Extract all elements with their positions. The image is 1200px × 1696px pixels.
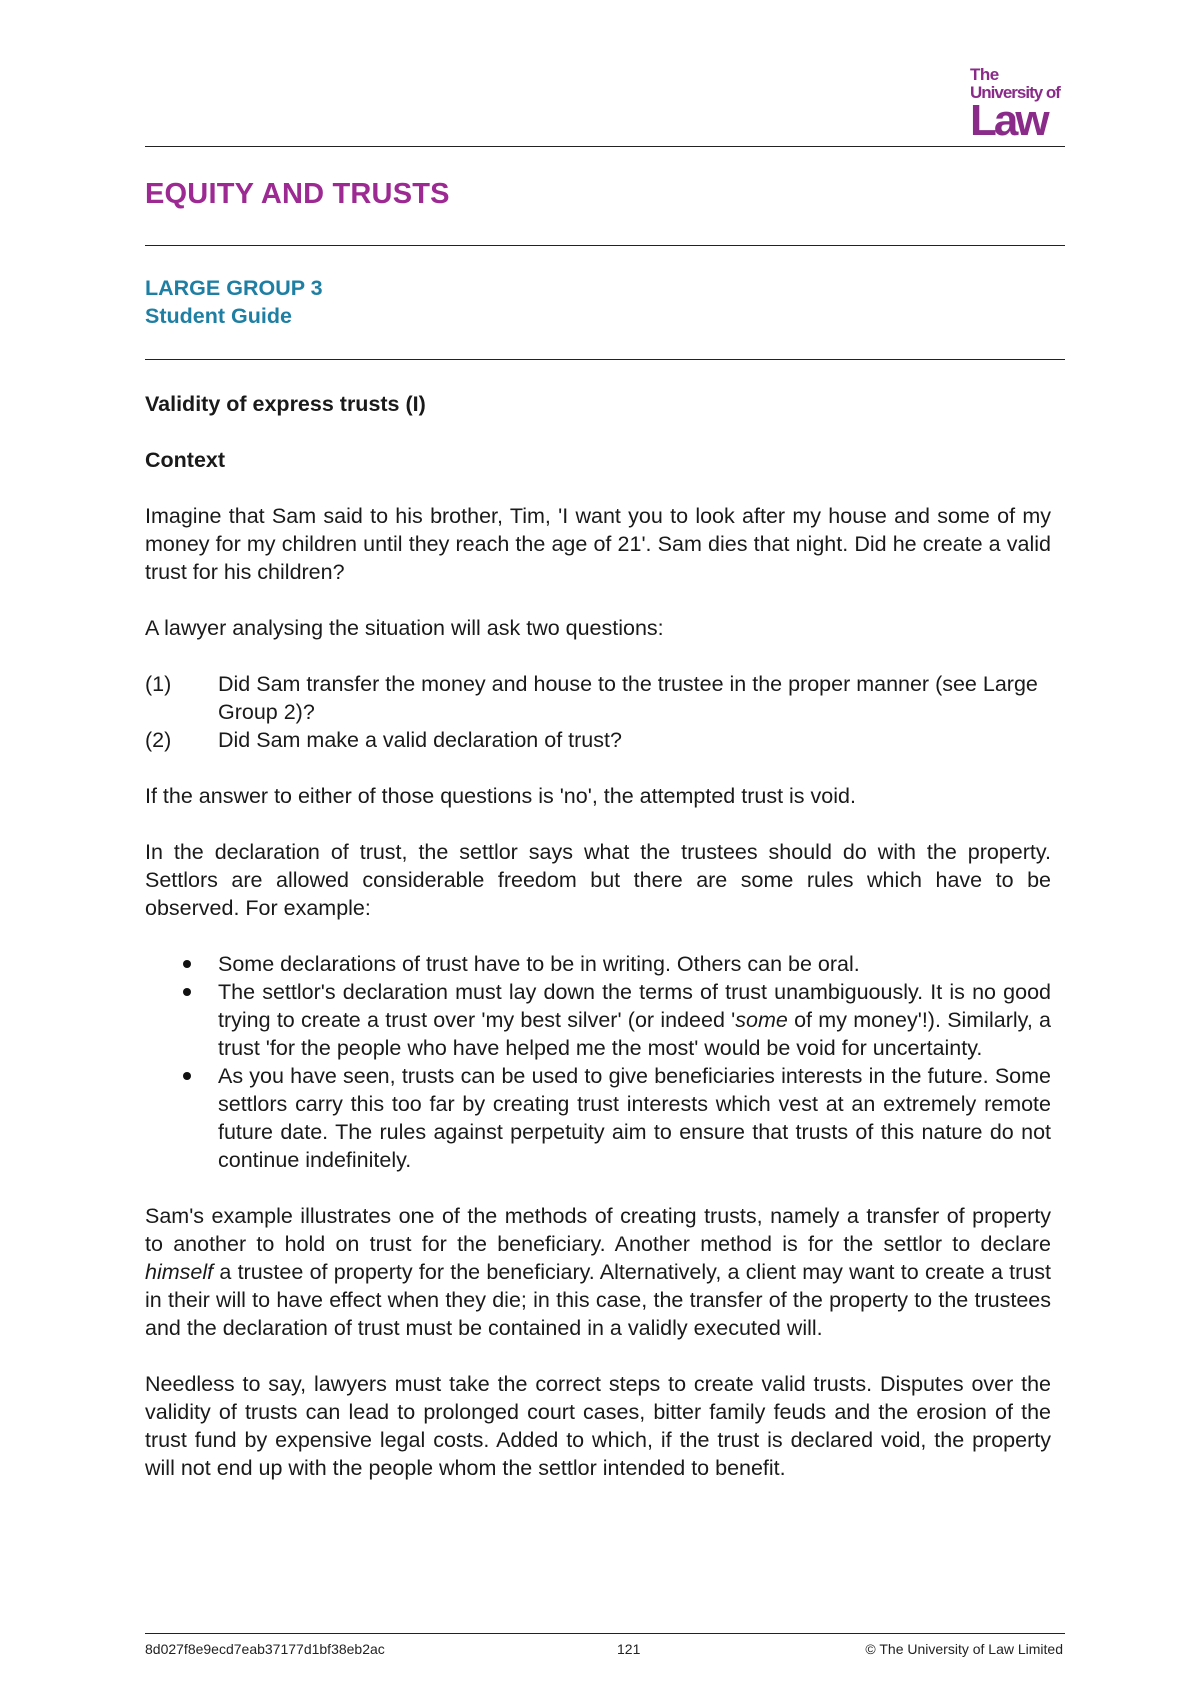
bullet-text-part: The settlor's declaration must lay down the terms of trust unambiguously. It is no good trying to create a trust over 'my best silver' (or indeed ' — [218, 980, 1051, 1032]
paragraph-1: Imagine that Sam said to his brother, Tim, 'I want you to look after my house and some of my money for my children until they reach the age of 21'. Sam dies that night. Did he create a valid trust for his children? — [145, 504, 1051, 584]
list-item — [145, 978, 1051, 1062]
header-divider-3 — [145, 359, 1065, 360]
footer-copyright: © The University of Law Limited — [865, 1641, 1063, 1657]
list-item — [145, 950, 1051, 978]
university-logo — [970, 66, 1070, 143]
paragraph-part: Sam's example illustrates one of the methods of creating trusts, namely a transfer of property to another to hold on trust for the beneficiary. Another method is for the settlor to declare — [145, 1204, 1051, 1256]
bullet-icon — [145, 978, 218, 1062]
context-heading: Context — [145, 448, 226, 472]
questions-list — [145, 670, 1051, 754]
logo-line-2: University of — [970, 83, 1060, 102]
footer-divider — [145, 1633, 1065, 1634]
bullet-text-part: of my money'!). Similarly, a trust 'for the people who have helped me the most' would be void for uncertainty. — [218, 1008, 1051, 1060]
bullet-text: As you have seen, trusts can be used to give beneficiaries interests in the future. Some settlors carry this too far by creating trust interests which vest at an extremely remote future date. The rules against perpetuity aim to ensure that trusts of this nature do not continue indefinitely. — [218, 1064, 1051, 1172]
guide-label: Student Guide — [145, 304, 292, 328]
header-divider-2 — [145, 245, 1065, 246]
list-number: (1) — [145, 672, 172, 696]
paragraph-5 — [145, 1202, 1051, 1342]
emphasis-text: himself — [145, 1260, 214, 1284]
paragraph-4: In the declaration of trust, the settlor says what the trustees should do with the property. Settlors are allowed considerable freedom but there are some rules which have to be observed. For example: — [145, 840, 1051, 920]
document-body — [145, 390, 1051, 1510]
paragraph-3: If the answer to either of those questions is 'no', the attempted trust is void. — [145, 784, 856, 808]
group-label: LARGE GROUP 3 — [145, 276, 323, 300]
bullet-icon — [145, 1062, 218, 1174]
logo-line-3: Law — [970, 96, 1047, 145]
emphasis-text: some — [735, 1008, 788, 1032]
list-text: Did Sam make a valid declaration of trust? — [218, 728, 622, 752]
paragraph-part: a trustee of property for the beneficiary. Alternatively, a client may want to create a trust in their will to have effect when they die; in this case, the transfer of the property to the trustees and the declaration of trust must be contained in a validly executed will. — [145, 1260, 1051, 1340]
footer-doc-id: 8d027f8e9ecd7eab37177d1bf38eb2ac — [145, 1641, 385, 1657]
list-item — [145, 670, 1051, 726]
header-divider-1 — [145, 146, 1065, 147]
bullet-text — [218, 978, 1051, 1062]
bullet-text: Some declarations of trust have to be in writing. Others can be oral. — [218, 952, 860, 976]
logo-line-1: The — [970, 65, 999, 84]
section-title: Validity of express trusts (I) — [145, 392, 426, 416]
list-text: Did Sam transfer the money and house to the trustee in the proper manner (see Large Group 2)? — [218, 672, 1038, 724]
paragraph-2: A lawyer analysing the situation will ask two questions: — [145, 616, 664, 640]
list-item — [145, 1062, 1051, 1174]
rules-bullet-list — [145, 950, 1051, 1174]
list-number: (2) — [145, 728, 172, 752]
bullet-icon — [145, 950, 218, 978]
paragraph-6: Needless to say, lawyers must take the correct steps to create valid trusts. Disputes over the validity of trusts can lead to prolonged court cases, bitter family feuds and the erosion of the trust fund by expensive legal costs. Added to which, if the trust is declared void, the property will not end up with the people whom the settlor intended to benefit. — [145, 1372, 1051, 1480]
page-title: EQUITY AND TRUSTS — [145, 178, 450, 210]
page-number: 121 — [617, 1641, 641, 1657]
list-item — [145, 726, 1051, 754]
